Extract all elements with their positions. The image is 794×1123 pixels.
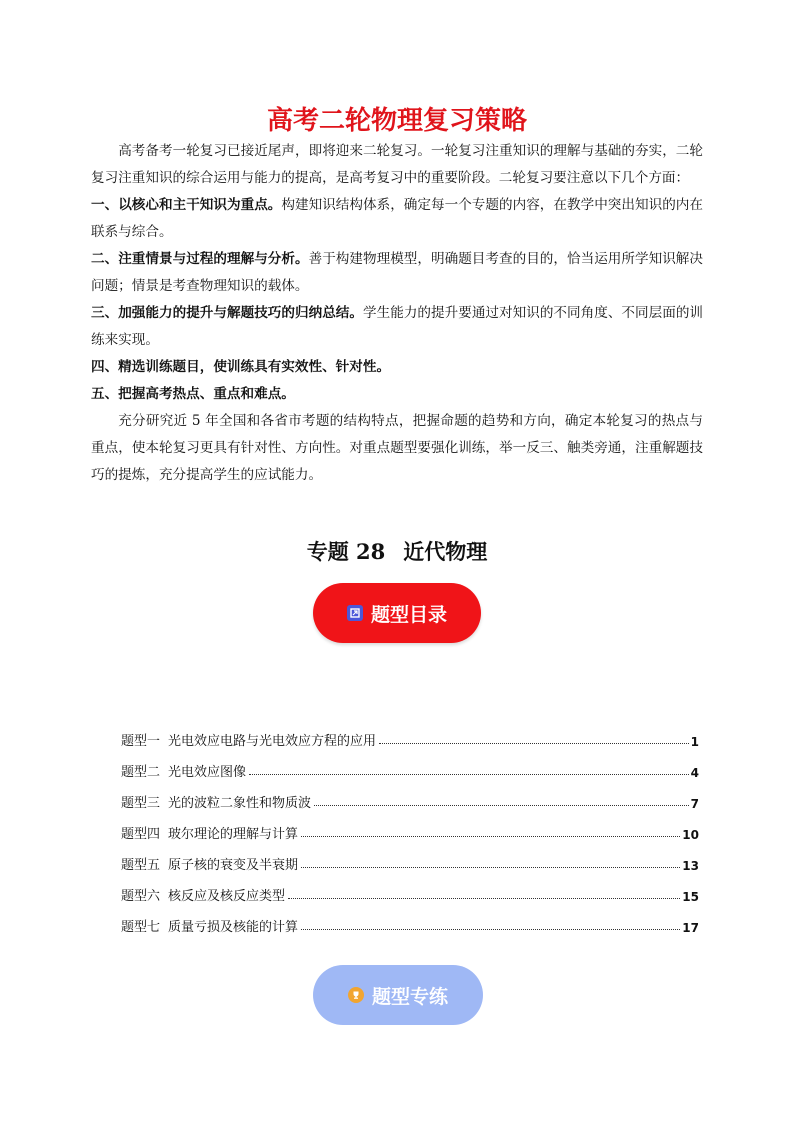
closing-paragraph: 充分研究近 5 年全国和各省市考题的结构特点，把握命题的趋势和方向，确定本轮复习的热点与重点，使本轮复习更具有针对性、方向性。对重点题型要强化训练，举一反三、触类旁通，注重解题技巧的提炼，充分提高学生的应试能力。	[91, 413, 703, 483]
strategy-item-text: 学生能力的提升要通过对知识的不同角度、不同层面的训练来实现。	[91, 305, 704, 348]
toc-item[interactable]	[121, 873, 699, 904]
toc-item-number: 题型四	[121, 827, 161, 842]
trophy-icon	[348, 987, 364, 1003]
toc-item-title: 光电效应图像	[168, 765, 247, 780]
toc-item-title: 光的波粒二象性和物质波	[168, 796, 312, 811]
catalog-icon	[347, 605, 363, 621]
strategy-item-3	[91, 300, 703, 354]
toc-item[interactable]	[121, 904, 699, 935]
toc-item-title: 光电效应电路与光电效应方程的应用	[168, 734, 377, 749]
strategy-item-heading: 一、以核心和主干知识为重点。	[91, 197, 282, 213]
toc-leader	[301, 867, 680, 868]
strategy-item-heading: 二、注重情景与过程的理解与分析。	[91, 251, 309, 267]
catalog-button-label: 题型目录	[370, 603, 447, 626]
toc-item-number: 题型六	[121, 889, 161, 904]
toc-item-title: 核反应及核反应类型	[168, 889, 286, 904]
toc-item-number: 题型二	[121, 765, 161, 780]
toc-item-number: 题型五	[121, 858, 161, 873]
toc-item-page: 17	[682, 921, 699, 935]
toc-item-page: 10	[682, 828, 699, 842]
toc-leader	[288, 898, 680, 899]
toc-item-number: 题型一	[121, 734, 161, 749]
toc-item-page: 15	[682, 890, 699, 904]
topic-name: 近代物理	[403, 539, 488, 564]
strategy-item-heading: 三、加强能力的提升与解题技巧的归纳总结。	[91, 305, 364, 321]
toc-item-page: 7	[690, 797, 699, 811]
strategy-item-2	[91, 246, 703, 300]
toc-item[interactable]	[121, 842, 699, 873]
topic-number: 专题 28	[306, 539, 386, 564]
toc-item-page: 1	[690, 735, 699, 749]
strategy-item-heading: 五、把握高考热点、重点和难点。	[91, 386, 295, 402]
strategy-item-heading: 四、精选训练题目，使训练具有实效性、针对性。	[91, 359, 391, 375]
toc-leader	[379, 743, 689, 744]
toc-item-title: 原子核的衰变及半衰期	[168, 858, 299, 873]
toc-item-number: 题型三	[121, 796, 161, 811]
strategy-item-1	[91, 192, 703, 246]
intro-paragraph: 高考备考一轮复习已接近尾声，即将迎来二轮复习。一轮复习注重知识的理解与基础的夯实，二轮复习注重知识的综合运用与能力的提高，是高考复习中的重要阶段。二轮复习要注意以下几个方面：	[91, 143, 703, 186]
toc-item-title: 玻尔理论的理解与计算	[168, 827, 299, 842]
toc-leader	[314, 805, 689, 806]
practice-button[interactable]	[313, 965, 483, 1025]
toc-leader	[301, 836, 680, 837]
practice-button-label: 题型专练	[371, 985, 448, 1008]
strategy-item-4	[91, 354, 703, 381]
toc-item-title: 质量亏损及核能的计算	[168, 920, 299, 935]
toc-item[interactable]	[121, 780, 699, 811]
toc-list	[121, 718, 699, 935]
catalog-button[interactable]	[313, 583, 481, 643]
strategy-item-5	[91, 381, 703, 408]
toc-item-number: 题型七	[121, 920, 161, 935]
toc-item[interactable]	[121, 718, 699, 749]
strategy-item-text: 构建知识结构体系，确定每一个专题的内容，在教学中突出知识的内在联系与综合。	[91, 197, 704, 240]
strategy-item-text: 善于构建物理模型，明确题目考查的目的，恰当运用所学知识解决问题；情景是考查物理知识的载体。	[91, 251, 704, 294]
toc-leader	[249, 774, 689, 775]
toc-item[interactable]	[121, 811, 699, 842]
toc-leader	[301, 929, 680, 930]
intro-section	[91, 138, 703, 489]
topic-title	[0, 536, 794, 566]
page-title: 高考二轮物理复习策略	[266, 106, 527, 136]
toc-item-page: 4	[690, 766, 699, 780]
toc-item[interactable]	[121, 749, 699, 780]
toc-item-page: 13	[682, 859, 699, 873]
